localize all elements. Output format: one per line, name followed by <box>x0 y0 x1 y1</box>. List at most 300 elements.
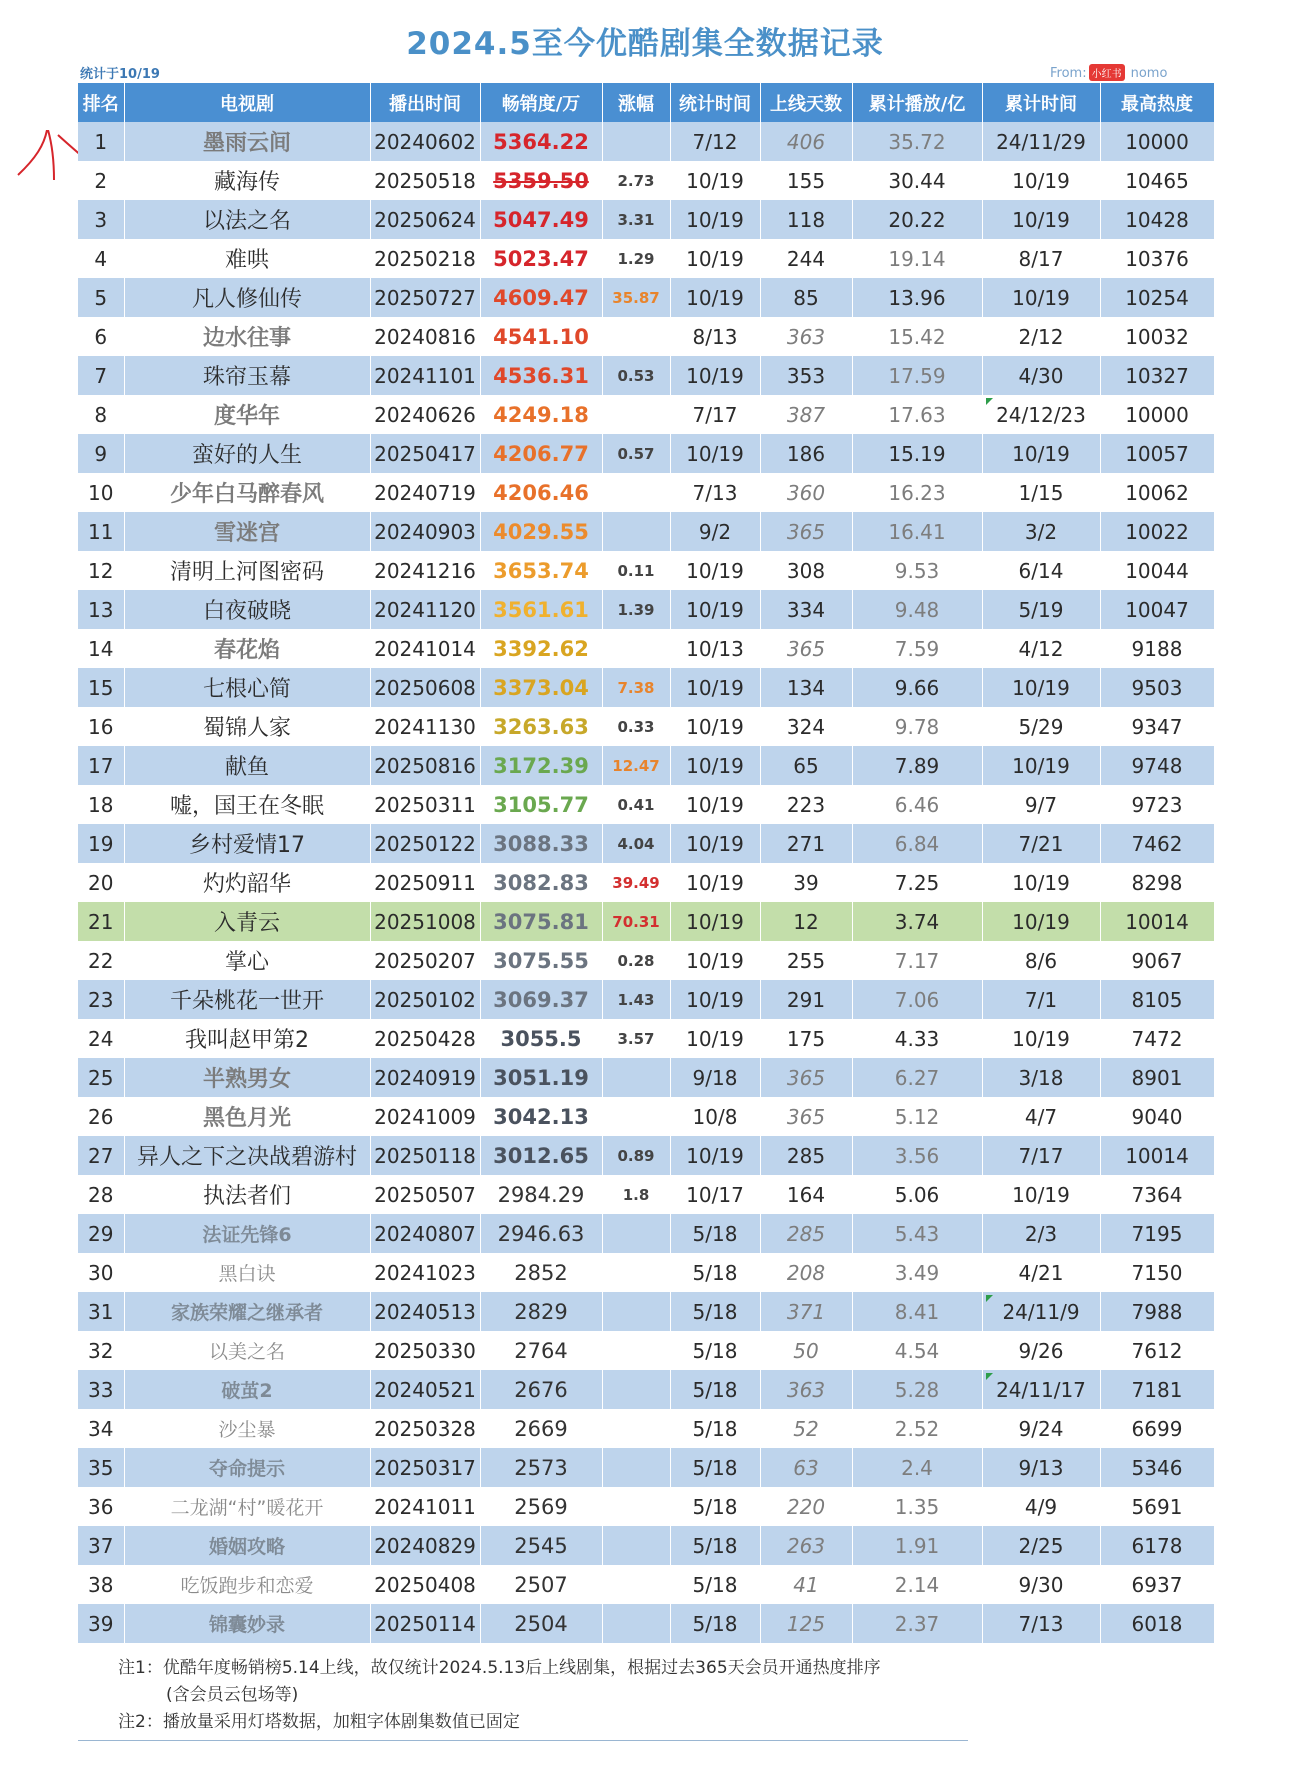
drama-name-cell: 蜀锦人家 <box>124 707 370 746</box>
header-stat-date: 统计时间 <box>670 83 760 122</box>
total-plays-cell: 2.4 <box>852 1448 982 1487</box>
days-online-cell: 334 <box>760 590 852 629</box>
drama-name-cell: 凡人修仙传 <box>124 278 370 317</box>
stat-date-cell: 10/19 <box>670 824 760 863</box>
total-plays-cell: 2.37 <box>852 1604 982 1643</box>
stat-date-cell: 5/18 <box>670 1409 760 1448</box>
max-heat-cell: 9067 <box>1100 941 1214 980</box>
growth-cell: 0.28 <box>602 941 670 980</box>
total-plays-cell: 6.84 <box>852 824 982 863</box>
drama-name-cell: 执法者们 <box>124 1175 370 1214</box>
growth-cell <box>602 1331 670 1370</box>
sales-cell: 5023.47 <box>480 239 602 278</box>
cumulative-date-cell: 10/19 <box>982 668 1100 707</box>
days-online-cell: 220 <box>760 1487 852 1526</box>
table-row <box>78 746 1214 785</box>
sales-cell: 3105.77 <box>480 785 602 824</box>
drama-name-cell: 少年白马醉春风 <box>124 473 370 512</box>
max-heat-cell: 9748 <box>1100 746 1214 785</box>
max-heat-cell: 8105 <box>1100 980 1214 1019</box>
sales-cell: 3561.61 <box>480 590 602 629</box>
stat-date-cell: 10/19 <box>670 707 760 746</box>
air-date-cell: 20240626 <box>370 395 480 434</box>
drama-name-cell: 法证先锋6 <box>124 1214 370 1253</box>
rank-cell: 23 <box>78 980 124 1019</box>
header-cumulative-date: 累计时间 <box>982 83 1100 122</box>
footer-divider <box>78 1740 968 1741</box>
air-date-cell: 20240903 <box>370 512 480 551</box>
max-heat-cell: 10062 <box>1100 473 1214 512</box>
cumulative-date-cell: 8/17 <box>982 239 1100 278</box>
air-date-cell: 20240513 <box>370 1292 480 1331</box>
growth-cell <box>602 1370 670 1409</box>
rank-cell: 31 <box>78 1292 124 1331</box>
cumulative-date-cell: 9/30 <box>982 1565 1100 1604</box>
sales-cell: 2946.63 <box>480 1214 602 1253</box>
rank-cell: 18 <box>78 785 124 824</box>
stat-date-cell: 10/19 <box>670 941 760 980</box>
cumulative-date-cell: 4/12 <box>982 629 1100 668</box>
drama-name-cell: 吃饭跑步和恋爱 <box>124 1565 370 1604</box>
total-plays-cell: 4.54 <box>852 1331 982 1370</box>
air-date-cell: 20240602 <box>370 122 480 161</box>
rank-cell: 33 <box>78 1370 124 1409</box>
table-row <box>78 122 1214 161</box>
sales-cell: 3392.62 <box>480 629 602 668</box>
drama-name-cell: 婚姻攻略 <box>124 1526 370 1565</box>
note-1: 注1：优酷年度畅销榜5.14上线，故仅统计2024.5.13后上线剧集，根据过去365天会员开通热度排序 <box>118 1658 881 1678</box>
total-plays-cell: 3.49 <box>852 1253 982 1292</box>
sales-cell: 3172.39 <box>480 746 602 785</box>
stat-date-cell: 5/18 <box>670 1487 760 1526</box>
stat-date-cell: 5/18 <box>670 1370 760 1409</box>
days-online-cell: 118 <box>760 200 852 239</box>
total-plays-cell: 6.27 <box>852 1058 982 1097</box>
sales-cell: 5364.22 <box>480 122 602 161</box>
stat-date-cell: 10/19 <box>670 1019 760 1058</box>
stat-date-cell: 10/19 <box>670 980 760 1019</box>
header-days-online: 上线天数 <box>760 83 852 122</box>
total-plays-cell: 3.74 <box>852 902 982 941</box>
rank-cell: 12 <box>78 551 124 590</box>
growth-cell <box>602 473 670 512</box>
max-heat-cell: 7988 <box>1100 1292 1214 1331</box>
max-heat-cell: 5346 <box>1100 1448 1214 1487</box>
max-heat-cell: 10022 <box>1100 512 1214 551</box>
growth-cell <box>602 512 670 551</box>
rank-cell: 26 <box>78 1097 124 1136</box>
cumulative-date-cell: 9/7 <box>982 785 1100 824</box>
growth-cell <box>602 1058 670 1097</box>
total-plays-cell: 2.52 <box>852 1409 982 1448</box>
stat-date-cell: 10/19 <box>670 1136 760 1175</box>
table-row <box>78 239 1214 278</box>
sales-cell: 4206.46 <box>480 473 602 512</box>
cumulative-date-cell: 3/18 <box>982 1058 1100 1097</box>
drama-name-cell: 七根心简 <box>124 668 370 707</box>
drama-name-cell: 墨雨云间 <box>124 122 370 161</box>
rank-cell: 19 <box>78 824 124 863</box>
rank-cell: 7 <box>78 356 124 395</box>
total-plays-cell: 30.44 <box>852 161 982 200</box>
sales-cell: 2504 <box>480 1604 602 1643</box>
sales-cell: 3075.55 <box>480 941 602 980</box>
cumulative-date-cell: 6/14 <box>982 551 1100 590</box>
rank-cell: 29 <box>78 1214 124 1253</box>
header-total-plays: 累计播放/亿 <box>852 83 982 122</box>
air-date-cell: 20251008 <box>370 902 480 941</box>
max-heat-cell: 9347 <box>1100 707 1214 746</box>
growth-cell: 7.38 <box>602 668 670 707</box>
air-date-cell: 20250102 <box>370 980 480 1019</box>
cumulative-date-cell: 10/19 <box>982 746 1100 785</box>
air-date-cell: 20240521 <box>370 1370 480 1409</box>
table-row <box>78 629 1214 668</box>
rank-cell: 13 <box>78 590 124 629</box>
total-plays-cell: 1.35 <box>852 1487 982 1526</box>
growth-cell: 1.29 <box>602 239 670 278</box>
max-heat-cell: 5691 <box>1100 1487 1214 1526</box>
drama-name-cell: 异人之下之决战碧游村 <box>124 1136 370 1175</box>
sales-cell: 3263.63 <box>480 707 602 746</box>
cumulative-date-cell: 9/26 <box>982 1331 1100 1370</box>
air-date-cell: 20250317 <box>370 1448 480 1487</box>
sales-cell: 5359.50 <box>480 161 602 200</box>
total-plays-cell: 19.14 <box>852 239 982 278</box>
max-heat-cell: 7612 <box>1100 1331 1214 1370</box>
note-1-continued: (含会员云包场等) <box>166 1685 299 1705</box>
drama-name-cell: 清明上河图密码 <box>124 551 370 590</box>
rank-cell: 22 <box>78 941 124 980</box>
days-online-cell: 244 <box>760 239 852 278</box>
days-online-cell: 208 <box>760 1253 852 1292</box>
growth-cell: 1.39 <box>602 590 670 629</box>
table-row <box>78 434 1214 473</box>
drama-name-cell: 入青云 <box>124 902 370 941</box>
growth-cell: 0.53 <box>602 356 670 395</box>
sales-cell: 2852 <box>480 1253 602 1292</box>
drama-name-cell: 黑白诀 <box>124 1253 370 1292</box>
days-online-cell: 363 <box>760 1370 852 1409</box>
table-row <box>78 161 1214 200</box>
cumulative-date-cell: 7/13 <box>982 1604 1100 1643</box>
drama-name-cell: 白夜破晓 <box>124 590 370 629</box>
table-row <box>78 1370 1214 1409</box>
table-row <box>78 512 1214 551</box>
max-heat-cell: 9503 <box>1100 668 1214 707</box>
rank-cell: 4 <box>78 239 124 278</box>
stat-date-cell: 10/19 <box>670 278 760 317</box>
air-date-cell: 20250311 <box>370 785 480 824</box>
total-plays-cell: 7.17 <box>852 941 982 980</box>
total-plays-cell: 20.22 <box>852 200 982 239</box>
stat-date-cell: 7/13 <box>670 473 760 512</box>
max-heat-cell: 6018 <box>1100 1604 1214 1643</box>
days-online-cell: 125 <box>760 1604 852 1643</box>
air-date-cell: 20250608 <box>370 668 480 707</box>
days-online-cell: 365 <box>760 629 852 668</box>
days-online-cell: 175 <box>760 1019 852 1058</box>
growth-cell: 39.49 <box>602 863 670 902</box>
total-plays-cell: 7.06 <box>852 980 982 1019</box>
total-plays-cell: 16.41 <box>852 512 982 551</box>
growth-cell <box>602 122 670 161</box>
total-plays-cell: 2.14 <box>852 1565 982 1604</box>
stat-date-cell: 9/2 <box>670 512 760 551</box>
days-online-cell: 12 <box>760 902 852 941</box>
total-plays-cell: 9.78 <box>852 707 982 746</box>
table-row <box>78 1331 1214 1370</box>
sales-cell: 4536.31 <box>480 356 602 395</box>
stat-date-cell: 8/13 <box>670 317 760 356</box>
stat-date-cell: 10/13 <box>670 629 760 668</box>
stat-date-cell: 5/18 <box>670 1565 760 1604</box>
table-row <box>78 668 1214 707</box>
drama-name-cell: 二龙湖“村”暖花开 <box>124 1487 370 1526</box>
stat-date-cell: 10/19 <box>670 200 760 239</box>
days-online-cell: 263 <box>760 1526 852 1565</box>
sales-cell: 4206.77 <box>480 434 602 473</box>
max-heat-cell: 10376 <box>1100 239 1214 278</box>
sales-cell: 3373.04 <box>480 668 602 707</box>
sales-cell: 2569 <box>480 1487 602 1526</box>
growth-cell <box>602 1097 670 1136</box>
days-online-cell: 134 <box>760 668 852 707</box>
max-heat-cell: 7181 <box>1100 1370 1214 1409</box>
days-online-cell: 186 <box>760 434 852 473</box>
air-date-cell: 20241011 <box>370 1487 480 1526</box>
stat-date-cell: 10/19 <box>670 551 760 590</box>
growth-cell <box>602 1565 670 1604</box>
air-date-cell: 20241216 <box>370 551 480 590</box>
stat-date-cell: 10/19 <box>670 902 760 941</box>
stat-date-cell: 5/18 <box>670 1292 760 1331</box>
air-date-cell: 20250507 <box>370 1175 480 1214</box>
days-online-cell: 291 <box>760 980 852 1019</box>
max-heat-cell: 7364 <box>1100 1175 1214 1214</box>
table-row <box>78 1175 1214 1214</box>
cumulative-date-cell: 24/11/29 <box>982 122 1100 161</box>
max-heat-cell: 10000 <box>1100 395 1214 434</box>
sales-cell: 3082.83 <box>480 863 602 902</box>
cumulative-date-cell: 24/11/9 <box>982 1292 1100 1331</box>
footnotes <box>118 1655 881 1736</box>
drama-name-cell: 以法之名 <box>124 200 370 239</box>
max-heat-cell: 7462 <box>1100 824 1214 863</box>
air-date-cell: 20241120 <box>370 590 480 629</box>
air-date-cell: 20240719 <box>370 473 480 512</box>
table-header-row <box>78 83 1214 122</box>
air-date-cell: 20241009 <box>370 1097 480 1136</box>
rank-cell: 36 <box>78 1487 124 1526</box>
table-row <box>78 1604 1214 1643</box>
table-row <box>78 1448 1214 1487</box>
cumulative-date-cell: 10/19 <box>982 278 1100 317</box>
stat-date-cell: 7/12 <box>670 122 760 161</box>
growth-cell: 3.31 <box>602 200 670 239</box>
stat-date-cell: 5/18 <box>670 1214 760 1253</box>
air-date-cell: 20250518 <box>370 161 480 200</box>
stat-date-cell: 5/18 <box>670 1331 760 1370</box>
rank-cell: 2 <box>78 161 124 200</box>
table-row <box>78 1058 1214 1097</box>
max-heat-cell: 10014 <box>1100 902 1214 941</box>
stat-date-cell: 7/17 <box>670 395 760 434</box>
growth-cell: 0.11 <box>602 551 670 590</box>
drama-name-cell: 春花焰 <box>124 629 370 668</box>
days-online-cell: 271 <box>760 824 852 863</box>
total-plays-cell: 4.33 <box>852 1019 982 1058</box>
sales-cell: 3012.65 <box>480 1136 602 1175</box>
days-online-cell: 406 <box>760 122 852 161</box>
air-date-cell: 20250114 <box>370 1604 480 1643</box>
rank-cell: 24 <box>78 1019 124 1058</box>
total-plays-cell: 7.89 <box>852 746 982 785</box>
cumulative-date-cell: 10/19 <box>982 1019 1100 1058</box>
growth-cell: 1.43 <box>602 980 670 1019</box>
max-heat-cell: 10327 <box>1100 356 1214 395</box>
rank-cell: 5 <box>78 278 124 317</box>
stat-date-cell: 10/17 <box>670 1175 760 1214</box>
total-plays-cell: 9.48 <box>852 590 982 629</box>
table-row <box>78 863 1214 902</box>
cumulative-date-cell: 7/1 <box>982 980 1100 1019</box>
table-row <box>78 824 1214 863</box>
sales-cell: 4249.18 <box>480 395 602 434</box>
rank-cell: 38 <box>78 1565 124 1604</box>
days-online-cell: 85 <box>760 278 852 317</box>
growth-cell <box>602 1604 670 1643</box>
header-sales: 畅销度/万 <box>480 83 602 122</box>
cumulative-date-cell: 4/7 <box>982 1097 1100 1136</box>
air-date-cell: 20250624 <box>370 200 480 239</box>
table-row <box>78 941 1214 980</box>
source-prefix: From: <box>1050 66 1087 81</box>
growth-cell <box>602 1526 670 1565</box>
cumulative-date-cell: 5/29 <box>982 707 1100 746</box>
cumulative-date-cell: 10/19 <box>982 863 1100 902</box>
max-heat-cell: 10032 <box>1100 317 1214 356</box>
total-plays-cell: 16.23 <box>852 473 982 512</box>
table-row <box>78 473 1214 512</box>
rank-cell: 15 <box>78 668 124 707</box>
growth-cell <box>602 1409 670 1448</box>
air-date-cell: 20250417 <box>370 434 480 473</box>
cumulative-date-cell: 9/13 <box>982 1448 1100 1487</box>
max-heat-cell: 8901 <box>1100 1058 1214 1097</box>
total-plays-cell: 1.91 <box>852 1526 982 1565</box>
days-online-cell: 223 <box>760 785 852 824</box>
days-online-cell: 285 <box>760 1136 852 1175</box>
max-heat-cell: 10047 <box>1100 590 1214 629</box>
air-date-cell: 20250330 <box>370 1331 480 1370</box>
air-date-cell: 20250118 <box>370 1136 480 1175</box>
table-row <box>78 1019 1214 1058</box>
days-online-cell: 50 <box>760 1331 852 1370</box>
growth-cell <box>602 1253 670 1292</box>
cumulative-date-cell: 10/19 <box>982 902 1100 941</box>
max-heat-cell: 9040 <box>1100 1097 1214 1136</box>
growth-cell: 70.31 <box>602 902 670 941</box>
days-online-cell: 365 <box>760 1097 852 1136</box>
drama-name-cell: 锦囊妙录 <box>124 1604 370 1643</box>
days-online-cell: 363 <box>760 317 852 356</box>
days-online-cell: 308 <box>760 551 852 590</box>
growth-cell <box>602 395 670 434</box>
rank-cell: 11 <box>78 512 124 551</box>
cumulative-date-cell: 1/15 <box>982 473 1100 512</box>
header-rank: 排名 <box>78 83 124 122</box>
drama-name-cell: 灼灼韶华 <box>124 863 370 902</box>
air-date-cell: 20250428 <box>370 1019 480 1058</box>
sales-cell: 3051.19 <box>480 1058 602 1097</box>
header-growth: 涨幅 <box>602 83 670 122</box>
rank-cell: 32 <box>78 1331 124 1370</box>
rank-cell: 10 <box>78 473 124 512</box>
air-date-cell: 20250218 <box>370 239 480 278</box>
total-plays-cell: 6.46 <box>852 785 982 824</box>
cumulative-date-cell: 9/24 <box>982 1409 1100 1448</box>
sales-cell: 3055.5 <box>480 1019 602 1058</box>
rank-cell: 27 <box>78 1136 124 1175</box>
days-online-cell: 387 <box>760 395 852 434</box>
max-heat-cell: 6178 <box>1100 1526 1214 1565</box>
table-row <box>78 1253 1214 1292</box>
days-online-cell: 365 <box>760 1058 852 1097</box>
total-plays-cell: 35.72 <box>852 122 982 161</box>
cumulative-date-cell: 10/19 <box>982 434 1100 473</box>
rank-cell: 17 <box>78 746 124 785</box>
cumulative-date-cell: 4/9 <box>982 1487 1100 1526</box>
drama-name-cell: 乡村爱情17 <box>124 824 370 863</box>
drama-name-cell: 沙尘暴 <box>124 1409 370 1448</box>
header-max-heat: 最高热度 <box>1100 83 1214 122</box>
air-date-cell: 20240919 <box>370 1058 480 1097</box>
total-plays-cell: 9.66 <box>852 668 982 707</box>
table-row <box>78 317 1214 356</box>
air-date-cell: 20241101 <box>370 356 480 395</box>
growth-cell: 0.33 <box>602 707 670 746</box>
max-heat-cell: 8298 <box>1100 863 1214 902</box>
drama-name-cell: 边水往事 <box>124 317 370 356</box>
rank-cell: 3 <box>78 200 124 239</box>
total-plays-cell: 13.96 <box>852 278 982 317</box>
sales-cell: 2545 <box>480 1526 602 1565</box>
sales-cell: 2984.29 <box>480 1175 602 1214</box>
drama-name-cell: 度华年 <box>124 395 370 434</box>
cumulative-date-cell: 7/21 <box>982 824 1100 863</box>
growth-cell <box>602 1292 670 1331</box>
growth-cell: 3.57 <box>602 1019 670 1058</box>
growth-cell: 2.73 <box>602 161 670 200</box>
stat-date-cell: 10/19 <box>670 356 760 395</box>
cumulative-date-cell: 7/17 <box>982 1136 1100 1175</box>
air-date-cell: 20240816 <box>370 317 480 356</box>
stat-date-cell: 5/18 <box>670 1604 760 1643</box>
rank-cell: 37 <box>78 1526 124 1565</box>
sales-cell: 2573 <box>480 1448 602 1487</box>
days-online-cell: 371 <box>760 1292 852 1331</box>
days-online-cell: 52 <box>760 1409 852 1448</box>
stat-date-cell: 10/19 <box>670 668 760 707</box>
cumulative-date-cell: 3/2 <box>982 512 1100 551</box>
source-credit <box>1050 64 1167 81</box>
stat-date-cell: 10/19 <box>670 746 760 785</box>
days-online-cell: 155 <box>760 161 852 200</box>
max-heat-cell: 7195 <box>1100 1214 1214 1253</box>
rank-cell: 35 <box>78 1448 124 1487</box>
rank-cell: 25 <box>78 1058 124 1097</box>
